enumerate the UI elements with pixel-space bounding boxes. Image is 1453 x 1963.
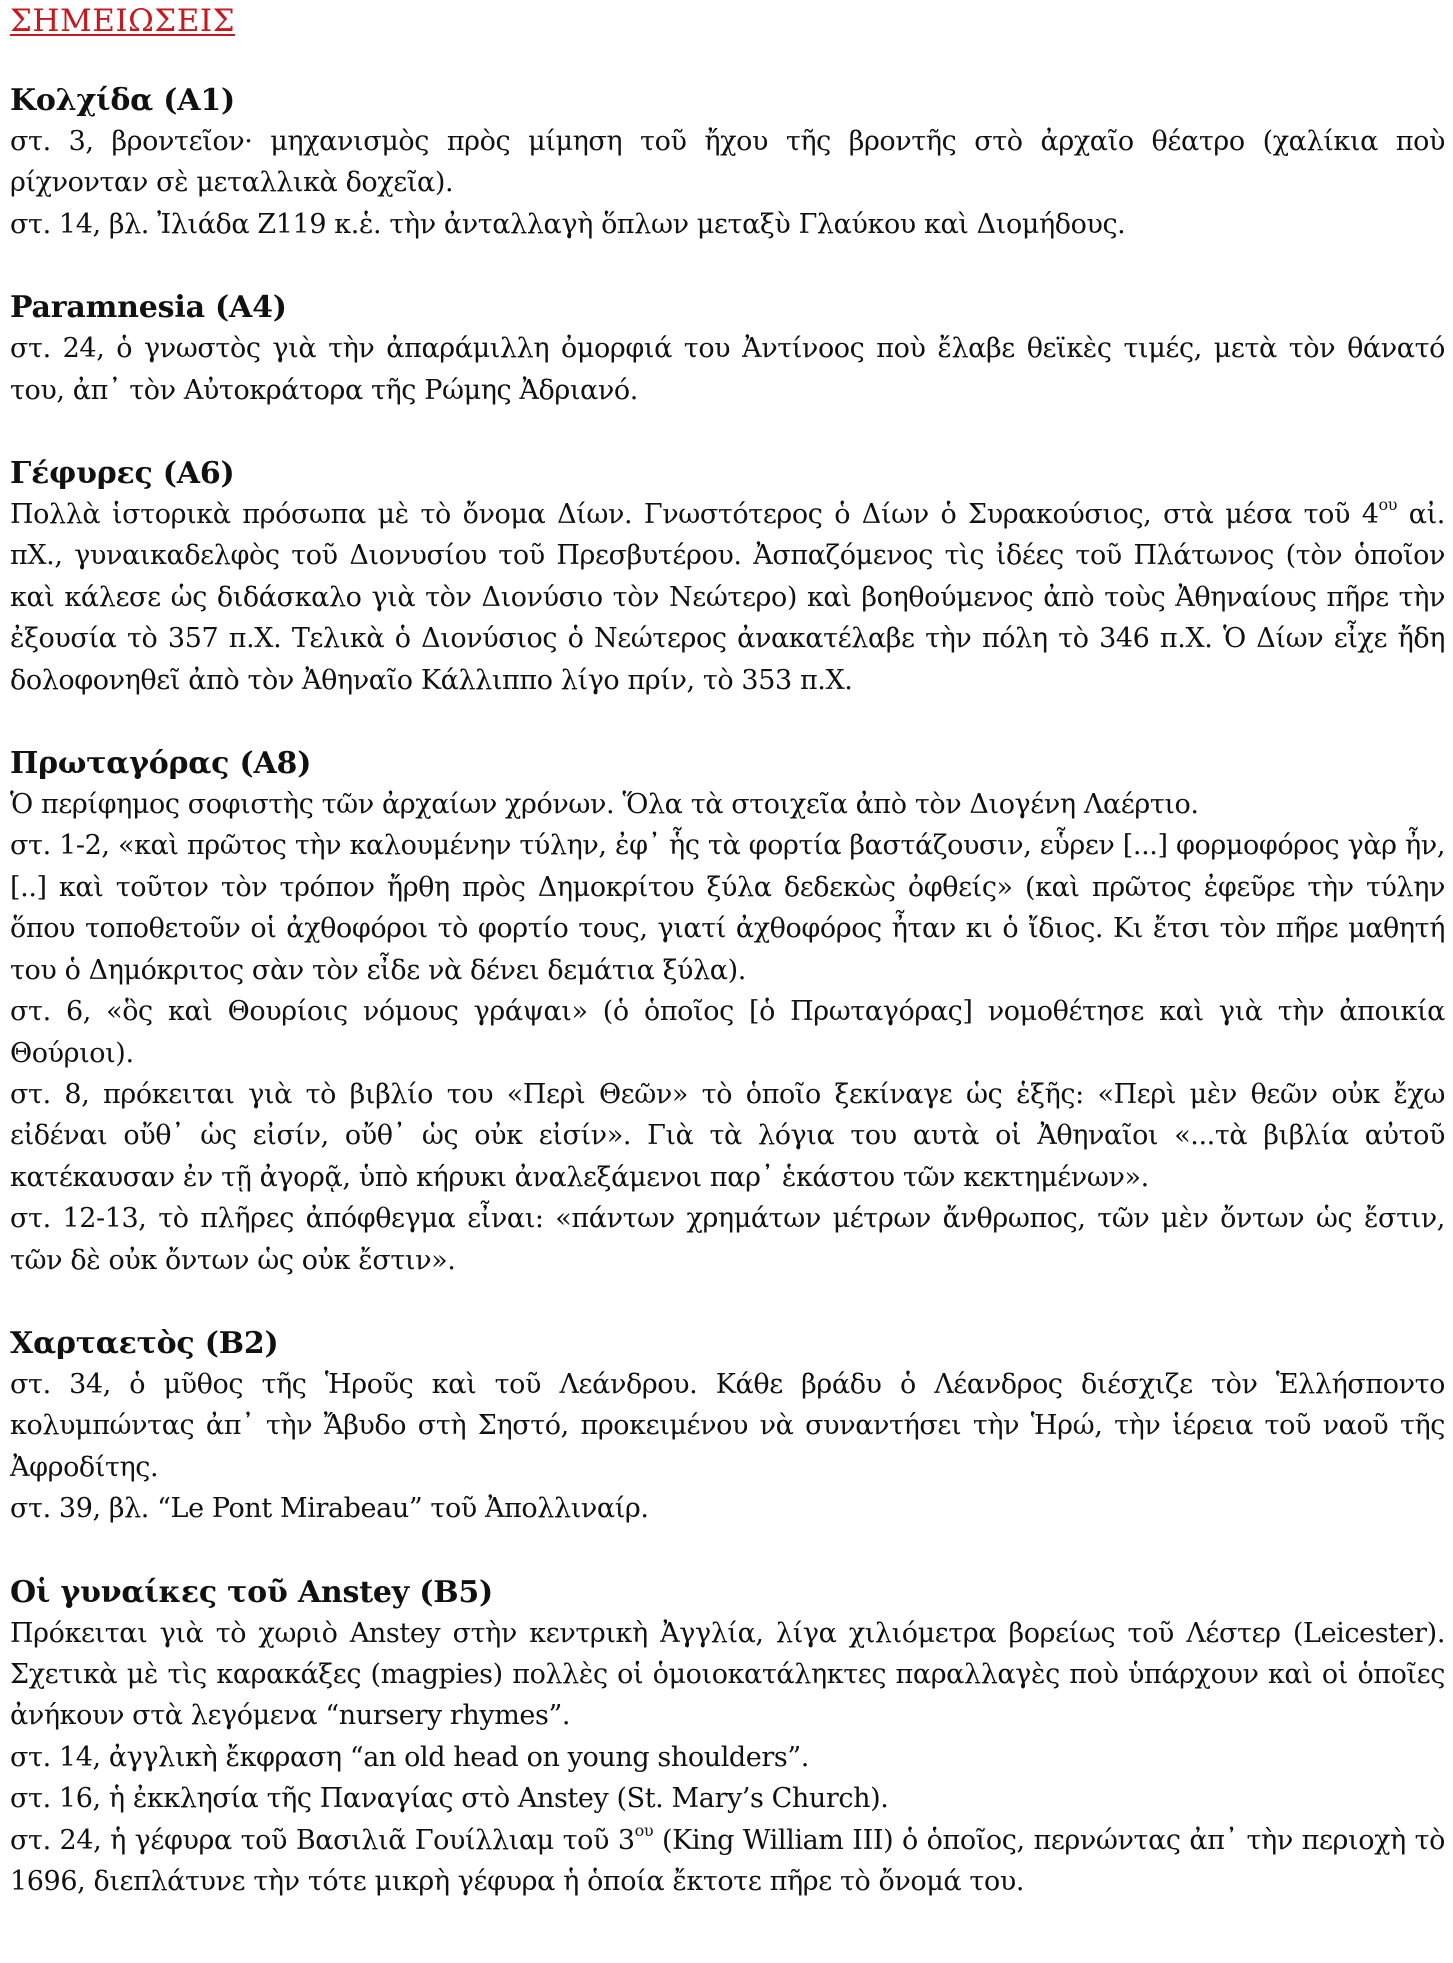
section-protagoras bbox=[10, 743, 1445, 1281]
note-paragraph: στ. 34, ὁ μῦθος τῆς Ἡροῦς καὶ τοῦ Λεάνδρου. Κάθε βράδυ ὁ Λέανδρος διέσχιζε τὸν Ἑλλήσποντο κολυμπώντας ἀπ᾽ τὴν Ἄβυδο στὴ Σηστό, προκειμένου νὰ συναντήσει τὴν Ἡρώ, τὴν ἱέρεια τοῦ ναοῦ τῆς Ἀφροδίτης. bbox=[10, 1368, 1445, 1483]
section-heading: Οἱ γυναίκες τοῦ Anstey (Β5) bbox=[10, 1574, 494, 1610]
note-paragraph: στ. 8, πρόκειται γιὰ τὸ βιβλίο του «Περὶ Θεῶν» τὸ ὁποῖο ξεκίναγε ὡς ἑξῆς: «Περὶ μὲν θεῶν οὐκ ἔχω εἰδέναι οὔθ᾽ ὡς εἰσίν, οὔθ᾽ ὡς οὐκ εἰσίν». Γιὰ τὰ λόγια του αυτὰ οἱ Ἀθηναῖοι «...τὰ βιβλία αὐτοῦ κατέκαυσαν ἐν τῇ ἀγορᾷ, ὑπὸ κήρυκι ἀναλεξάμενοι παρ᾽ ἑκάστου τῶν κεκτημένων». bbox=[10, 1078, 1445, 1193]
note-paragraph: στ. 14, ἀγγλικὴ ἔκφραση “an old head on young shoulders”. bbox=[10, 1741, 809, 1773]
section-chartaetos bbox=[10, 1323, 1445, 1530]
page-title: ΣΗΜΕΙΩΣΕΙΣ bbox=[10, 3, 235, 39]
note-paragraph: στ. 3, βροντεῖον· μηχανισμὸς πρὸς μίμηση τοῦ ἤχου τῆς βροντῆς στὸ ἀρχαῖο θέατρο (χαλίκια ποὺ ρίχνονταν σὲ μεταλλικὰ δοχεῖα). bbox=[10, 126, 1445, 199]
note-paragraph: στ. 24, ἡ γέφυρα τοῦ Βασιλιᾶ Γουίλλιαμ τοῦ $3^{o\upsilon}$ (King William III) ὁ ὁποῖος, περνώντας ἀπ᾽ τὴν περιοχὴ τὸ 1696, διεπλάτυνε τὴν τότε μικρὴ γέφυρα ἡ ὁποία ἔκτοτε πῆρε τὸ ὄνομά του. bbox=[10, 1820, 1446, 1897]
section-kolchida bbox=[10, 80, 1445, 245]
section-gefyres bbox=[10, 453, 1445, 701]
section-heading: Paramnesia (Α4) bbox=[10, 290, 287, 326]
section-anstey bbox=[10, 1572, 1445, 1903]
note-paragraph: Πρόκειται γιὰ τὸ χωριὸ Anstey στὴν κεντρικὴ Ἀγγλία, λίγα χιλιόμετρα βορείως τοῦ Λέστερ (Leicester). Σχετικὰ μὲ τὶς καρακάξες (magpies) πολλὲς οἱ ὁμοιοκατάληκτες παραλλαγὲς ποὺ ὑπάρχουν καὶ οἱ ὁποῖες ἀνήκουν στὰ λεγόμενα “nursery rhymes”. bbox=[10, 1617, 1445, 1732]
note-paragraph: στ. 39, βλ. “Le Pont Mirabeau” τοῦ Ἀπολλιναίρ. bbox=[10, 1493, 649, 1525]
note-paragraph: Πολλὰ ἱστορικὰ πρόσωπα μὲ τὸ ὄνομα Δίων. Γνωστότερος ὁ Δίων ὁ Συρακούσιος, στὰ μέσα τοῦ $4^{o\upsilon}$ αἰ. πΧ., γυναικαδελφὸς τοῦ Διονυσίου τοῦ Πρεσβυτέρου. Ἀσπαζόμενος τὶς ἰδέες τοῦ Πλάτωνος (τὸν ὁποῖον καὶ κάλεσε ὡς διδάσκαλο γιὰ τὸν Διονύσιο τὸν Νεώτερο) καὶ βοηθούμενος ἀπὸ τοὺς Ἀθηναίους πῆρε τὴν ἐξουσία τὸ 357 π.Χ. Τελικὰ ὁ Διονύσιος ὁ Νεώτερος ἀνακατέλαβε τὴν πόλη τὸ 346 π.Χ. Ὁ Δίων εἶχε ἤδη δολοφονηθεῖ ἀπὸ τὸν Ἀθηναῖο Κάλλιππο λίγο πρίν, τὸ 353 π.Χ. bbox=[10, 495, 1445, 696]
note-paragraph: στ. 1-2, «καὶ πρῶτος τὴν καλουμένην τύλην, ἐφ᾽ ἧς τὰ φορτία βαστάζουσιν, εὗρεν [...] φορμοφόρος γὰρ ἦν, [..] καὶ τοῦτον τὸν τρόπον ἤρθη πρὸς Δημοκρίτου ξύλα δεδεκὼς ὀφθείς» (καὶ πρῶτος ἐφεῦρε τὴν τύλην ὅπου τοποθετοῦν οἱ ἀχθοφόροι τὸ φορτίο τους, γιατί ἀχθοφόρος ἦταν κι ὁ ἴδιος. Κι ἔτσι τὸν πῆρε μαθητή του ὁ Δημόκριτος σὰν τὸν εἶδε νὰ δένει δεμάτια ξύλα). bbox=[10, 830, 1445, 986]
note-paragraph: στ. 14, βλ. Ἰλιάδα Ζ119 κ.ἑ. τὴν ἀνταλλαγὴ ὅπλων μεταξὺ Γλαύκου καὶ Διομήδους. bbox=[10, 208, 1126, 240]
section-heading: Κολχίδα (Α1) bbox=[10, 83, 236, 118]
section-heading: Γέφυρες (Α6) bbox=[10, 456, 235, 492]
note-paragraph: στ. 12-13, τὸ πλῆρες ἀπόφθεγμα εἶναι: «πάντων χρημάτων μέτρων ἄνθρωπος, τῶν μὲν ὄντων ὡς ἔστιν, τῶν δὲ οὐκ ὄντων ὡς οὐκ ἔστιν». bbox=[10, 1203, 1445, 1276]
note-paragraph: Ὁ περίφημος σοφιστὴς τῶν ἀρχαίων χρόνων. Ὅλα τὰ στοιχεῖα ἀπὸ τὸν Διογένη Λαέρτιο. bbox=[10, 789, 1199, 821]
note-paragraph: στ. 16, ἡ ἐκκλησία τῆς Παναγίας στὸ Anstey (St. Mary’s Church). bbox=[10, 1783, 889, 1815]
note-paragraph: στ. 6, «ὃς καὶ Θουρίοις νόμους γράψαι» (ὁ ὁποῖος [ὁ Πρωταγόρας] νομοθέτησε καὶ γιὰ τὴν ἀποικία Θούριοι). bbox=[10, 996, 1445, 1069]
note-paragraph: στ. 24, ὁ γνωστὸς γιὰ τὴν ἀπαράμιλλη ὀμορφιά του Ἀντίνοος ποὺ ἔλαβε θεϊκὲς τιμές, μετὰ τὸν θάνατό του, ἀπ᾽ τὸν Αὐτοκράτορα τῆς Ρώμης Ἀδριανό. bbox=[10, 333, 1445, 406]
section-paramnesia bbox=[10, 287, 1445, 411]
section-heading: Πρωταγόρας (Α8) bbox=[10, 746, 312, 782]
section-heading: Χαρταετὸς (Β2) bbox=[10, 1325, 279, 1361]
